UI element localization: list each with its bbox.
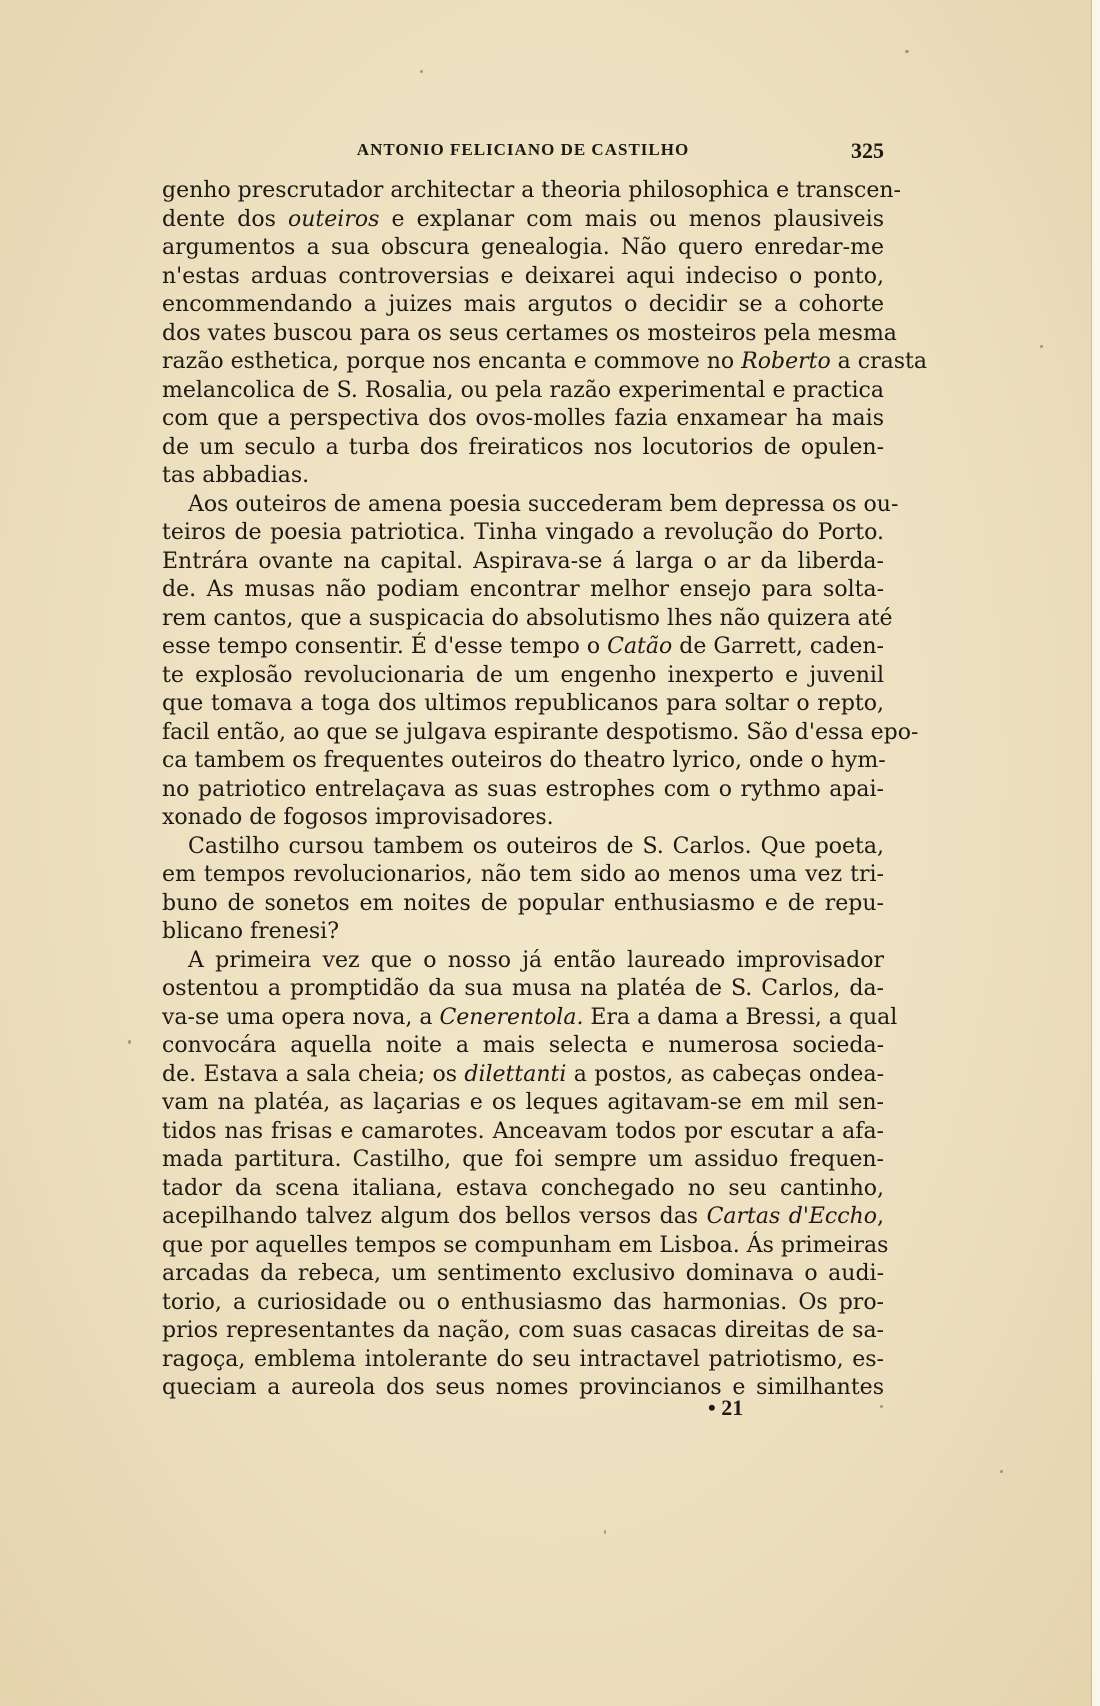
text-segment: acepilhando talvez algum dos bellos versos das [162, 1204, 707, 1229]
text-line: ragoça, emblema intolerante do seu intractavel patriotismo, es- [162, 1346, 884, 1372]
text-segment: , [877, 1204, 884, 1229]
text-line: argumentos a sua obscura genealogia. Não quero enredar-me [162, 235, 884, 260]
text-line [162, 633, 884, 662]
text-segment: a postos, as cabeças ondea- [566, 1061, 884, 1087]
text-line: melancolica de S. Rosalia, ou pela razão experimental e practica [162, 377, 884, 403]
text-line: tas abbadias. [162, 463, 310, 488]
page-number: 325 [851, 138, 884, 163]
text-line: facil então, ao que se julgava espirante despotismo. São d'essa epo- [162, 719, 919, 745]
paper-speck [128, 1040, 131, 1044]
text-line: rem cantos, que a suspicacia do absolutismo lhes não quizera até [162, 605, 893, 631]
italic-title: dilettanti [464, 1061, 567, 1087]
paper-speck [880, 1405, 883, 1408]
text-segment: e explanar com mais ou menos plausiveis [379, 206, 884, 232]
paper-speck [1040, 345, 1043, 348]
body-text [162, 177, 927, 1403]
italic-title: Cenerentola. [439, 1004, 584, 1030]
italic-title: Cartas d'Eccho [706, 1204, 877, 1229]
text-line: A primeira vez que o nosso já então laureado improvisador [188, 947, 884, 973]
text-line: vam na platéa, as laçarias e os leques agitavam-se em mil sen- [162, 1090, 884, 1115]
text-line: torio, a curiosidade ou o enthusiasmo das harmonias. Os pro- [162, 1289, 884, 1315]
italic-title: Roberto [741, 349, 831, 374]
text-line: Castilho cursou tambem os outeiros de S. Carlos. Que poeta, [188, 833, 884, 859]
text-line: ostentou a promptidão da sua musa na platéa de S. Carlos, da- [162, 976, 884, 1001]
text-line: no patriotico entrelaçava as suas estrophes com o rythmo apai- [162, 776, 884, 802]
text-line: convocára aquella noite a mais selecta e numerosa socieda- [162, 1033, 884, 1058]
text-line [162, 1061, 884, 1090]
italic-title: outeiros [288, 206, 380, 232]
text-segment: de Garrett, caden- [672, 634, 884, 659]
text-line: genho prescrutador architectar a theoria philosophica e transcen- [162, 178, 901, 203]
text-line: que tomava a toga dos ultimos republicanos para soltar o repto, [162, 691, 884, 716]
text-line: que por aquelles tempos se compunham em Lisboa. Ás primeiras [162, 1232, 889, 1258]
text-segment: razão esthetica, porque nos encanta e commove no [162, 349, 742, 374]
text-segment: va-se uma opera nova, a [162, 1004, 440, 1030]
text-line: prios representantes da nação, com suas casacas direitas de sa- [162, 1318, 884, 1343]
text-line [162, 1203, 884, 1232]
paper-speck [604, 1530, 606, 1534]
text-line [162, 206, 884, 235]
signature-mark: • 21 [708, 1395, 744, 1420]
text-line: teiros de poesia patriotica. Tinha vingado a revolução do Porto. [162, 520, 884, 545]
text-line: mada partitura. Castilho, que foi sempre um assiduo frequen- [162, 1147, 884, 1172]
text-line: buno de sonetos em noites de popular enthusiasmo e de repu- [162, 890, 884, 916]
text-line: ca tambem os frequentes outeiros do theatro lyrico, onde o hym- [162, 748, 886, 773]
text-line: blicano frenesi? [162, 919, 339, 944]
page-edge [1091, 0, 1100, 1706]
text-line [162, 348, 927, 377]
text-line: com que a perspectiva dos ovos-molles fazia enxamear ha mais [162, 406, 884, 431]
text-line: n'estas arduas controversias e deixarei aqui indeciso o ponto, [162, 263, 884, 289]
text-line: encommendando a juizes mais argutos o decidir se a cohorte [162, 292, 884, 317]
text-segment: esse tempo consentir. É d'esse tempo o [162, 634, 608, 659]
text-segment: a crasta [830, 349, 927, 374]
text-line: xonado de fogosos improvisadores. [162, 805, 554, 830]
text-line: queciam a aureola dos seus nomes provincianos e similhantes [162, 1375, 884, 1400]
text-line: Entrára ovante na capital. Aspirava-se á larga o ar da liberda- [162, 548, 884, 574]
text-segment: Era a dama a Bressi, a qual [583, 1004, 898, 1030]
text-line: Aos outeiros de amena poesia succederam bem depressa os ou- [188, 491, 899, 517]
text-line: de um seculo a turba dos freiraticos nos locutorios de opulen- [162, 434, 884, 460]
text-line: tador da scena italiana, estava conchegado no seu cantinho, [162, 1175, 884, 1201]
text-line: te explosão revolucionaria de um engenho inexperto e juvenil [162, 662, 884, 688]
text-segment: de. Estava a sala cheia; os [162, 1061, 465, 1087]
paper-speck [905, 50, 909, 53]
paper-speck [420, 70, 423, 73]
running-title: ANTONIO FELICIANO DE CASTILHO [356, 140, 690, 159]
text-line [162, 1004, 898, 1033]
text-line: arcadas da rebeca, um sentimento exclusivo dominava o audi- [162, 1261, 884, 1286]
text-line: tidos nas frisas e camarotes. Anceavam todos por escutar a afa- [162, 1118, 884, 1144]
italic-title: Catão [607, 634, 673, 659]
text-segment: dente dos [162, 206, 289, 232]
text-line: em tempos revolucionarios, não tem sido ao menos uma vez tri- [162, 862, 884, 887]
text-line: de. As musas não podiam encontrar melhor ensejo para solta- [162, 577, 884, 602]
paper-speck [1000, 1470, 1003, 1473]
text-line: dos vates buscou para os seus certames os mosteiros pela mesma [162, 320, 897, 346]
running-head [162, 138, 884, 168]
